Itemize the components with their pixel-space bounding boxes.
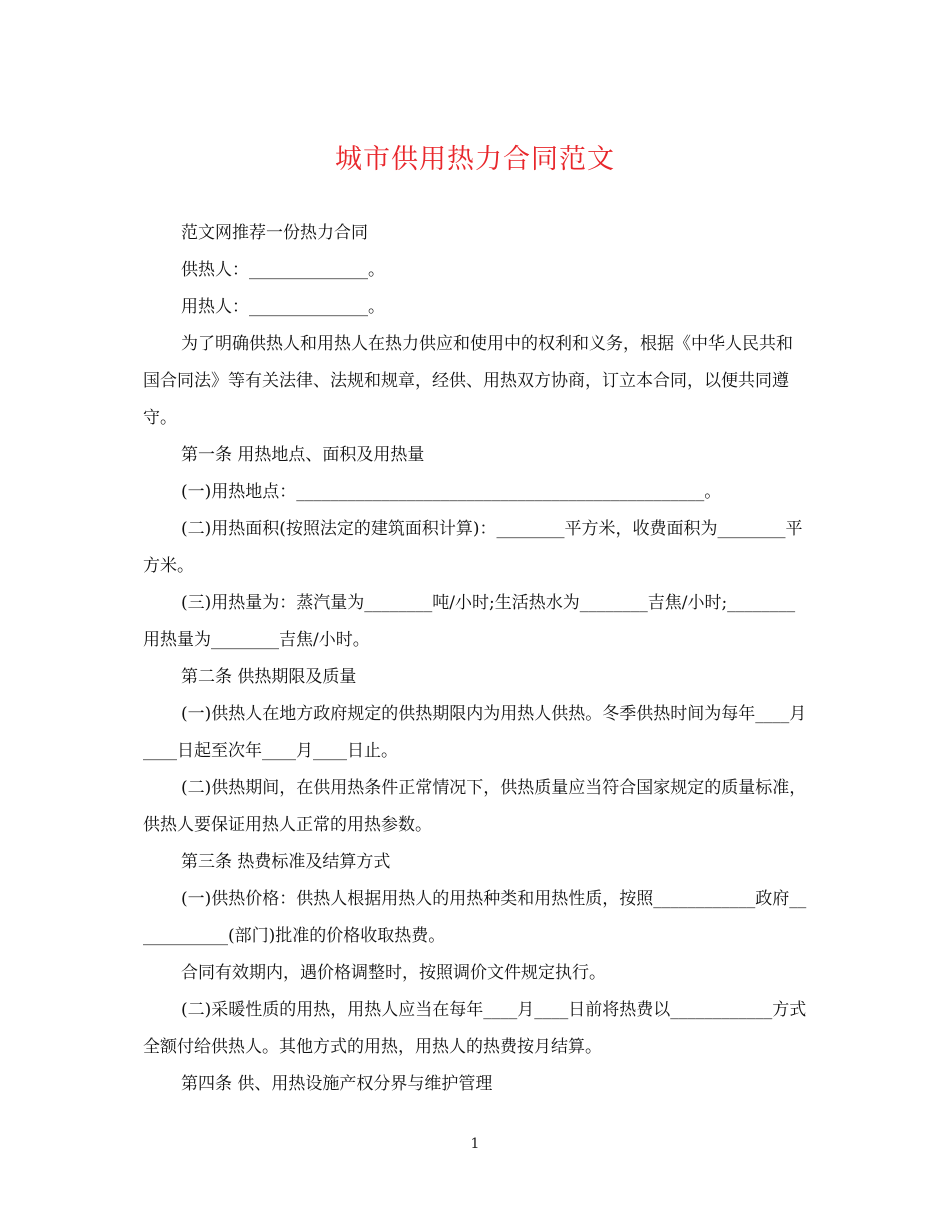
article-2-heading: 第二条 供热期限及质量 <box>181 667 357 687</box>
article-3-price-adjustment: 合同有效期内，遇价格调整时，按照调价文件规定执行。 <box>181 963 606 983</box>
page-number: 1 <box>470 1136 480 1152</box>
article-3-item-1: (一)供热价格：供热人根据用热人的用热种类和用热性质，按照____________政府____________(部门)批准的价格收取热费。 <box>143 889 807 946</box>
article-1-item-3: (三)用热量为：蒸汽量为________吨/小时;生活热水为________吉焦/小时;________用热量为________吉焦/小时。 <box>143 593 796 650</box>
article-1-heading: 第一条 用热地点、面积及用热量 <box>181 445 425 465</box>
article-3-item-2: (二)采暖性质的用热，用热人应当在每年____月____日前将热费以____________方式全额付给供热人。其他方式的用热，用热人的热费按月结算。 <box>143 1000 807 1057</box>
article-1-item-2: (二)用热面积(按照法定的建筑面积计算)：________平方米，收费面积为________平方米。 <box>143 519 803 576</box>
document-body <box>143 215 807 1103</box>
paragraph-heat-supplier: 供热人：______________。 <box>181 260 385 280</box>
article-2-item-1: (一)供热人在地方政府规定的供热期限内为用热人供热。冬季供热时间为每年____月____日起至次年____月____日止。 <box>143 704 807 761</box>
paragraph-preamble: 为了明确供热人和用热人在热力供应和使用中的权利和义务，根据《中华人民共和国合同法》等有关法律、法规和规章，经供、用热双方协商，订立本合同，以便共同遵守。 <box>143 334 793 428</box>
article-4-heading: 第四条 供、用热设施产权分界与维护管理 <box>181 1074 493 1094</box>
paragraph-intro: 范文网推荐一份热力合同 <box>181 223 368 243</box>
article-2-item-2: (二)供热期间，在供用热条件正常情况下，供热质量应当符合国家规定的质量标准，供热人要保证用热人正常的用热参数。 <box>143 778 807 835</box>
document-title: 城市供用热力合同范文 <box>335 144 615 175</box>
article-1-item-1: (一)用热地点：________________________________________________。 <box>181 482 722 502</box>
article-3-heading: 第三条 热费标准及结算方式 <box>181 852 391 872</box>
paragraph-heat-user: 用热人：______________。 <box>181 297 385 317</box>
